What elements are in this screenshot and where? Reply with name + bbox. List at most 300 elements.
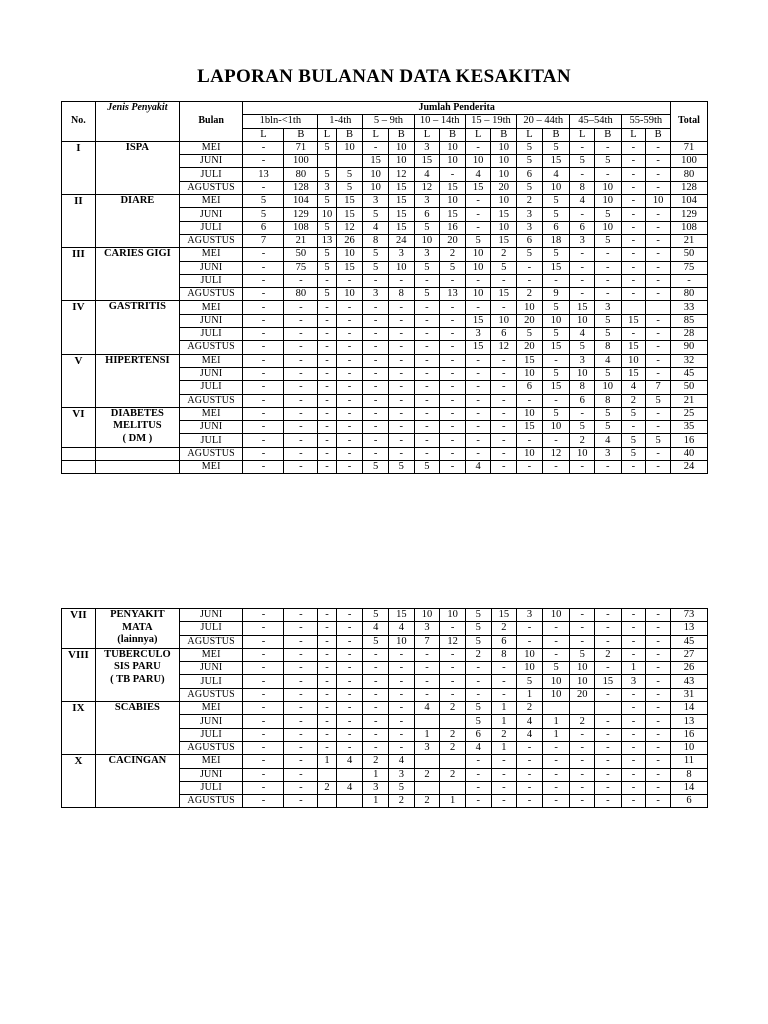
count-cell: - xyxy=(363,301,389,314)
count-cell: - xyxy=(646,622,671,635)
table-row xyxy=(62,755,708,768)
total-cell: 24 xyxy=(670,461,707,474)
count-cell: 3 xyxy=(414,141,440,154)
count-cell: - xyxy=(243,622,284,635)
count-cell: - xyxy=(621,261,646,274)
count-cell: - xyxy=(595,768,622,781)
count-cell: 5 xyxy=(542,248,570,261)
count-cell: 80 xyxy=(284,288,318,301)
count-cell: - xyxy=(318,421,336,434)
count-cell: 15 xyxy=(465,181,491,194)
month-cell: JUNI xyxy=(179,208,243,221)
count-cell: - xyxy=(243,354,284,367)
count-cell: 10 xyxy=(440,609,466,622)
count-cell: - xyxy=(595,662,622,675)
count-cell: 3 xyxy=(517,221,543,234)
count-cell: - xyxy=(465,381,491,394)
month-cell: JUNI xyxy=(179,155,243,168)
count-cell: 4 xyxy=(336,781,363,794)
count-cell: 1 xyxy=(542,728,570,741)
disease-number: VII xyxy=(62,609,96,649)
disease-name xyxy=(95,447,179,460)
count-cell: 2 xyxy=(491,728,517,741)
month-cell: JULI xyxy=(179,675,243,688)
count-cell: - xyxy=(389,675,415,688)
count-cell: - xyxy=(336,354,363,367)
count-cell: - xyxy=(284,461,318,474)
count-cell: - xyxy=(517,461,543,474)
count-cell: - xyxy=(389,702,415,715)
count-cell: - xyxy=(284,781,318,794)
count-cell: 5 xyxy=(363,635,389,648)
count-cell: - xyxy=(491,354,517,367)
count-cell: 10 xyxy=(336,248,363,261)
count-cell: 5 xyxy=(318,288,336,301)
count-cell: 4 xyxy=(517,728,543,741)
month-cell: MEI xyxy=(179,248,243,261)
count-cell: - xyxy=(440,447,466,460)
count-cell: 2 xyxy=(517,288,543,301)
count-cell: - xyxy=(621,741,646,754)
count-cell: 71 xyxy=(284,141,318,154)
count-cell: 5 xyxy=(542,367,570,380)
disease-name-line: CACINGAN xyxy=(108,755,167,767)
count-cell: 4 xyxy=(389,755,415,768)
count-cell: 7 xyxy=(646,381,671,394)
count-cell: 3 xyxy=(517,609,543,622)
count-cell: - xyxy=(440,354,466,367)
count-cell: - xyxy=(491,781,517,794)
count-cell: - xyxy=(363,728,389,741)
count-cell: - xyxy=(318,635,336,648)
count-cell: - xyxy=(414,274,440,287)
count-cell: - xyxy=(414,354,440,367)
count-cell: 15 xyxy=(517,421,543,434)
count-cell xyxy=(318,155,336,168)
count-cell: - xyxy=(336,367,363,380)
count-cell: 10 xyxy=(570,314,595,327)
month-cell: AGUSTUS xyxy=(179,795,243,808)
count-cell: - xyxy=(284,635,318,648)
count-cell: - xyxy=(363,328,389,341)
count-cell: - xyxy=(646,662,671,675)
count-cell: - xyxy=(284,421,318,434)
disease-name-line: DIARE xyxy=(120,195,155,207)
count-cell: 15 xyxy=(621,314,646,327)
count-cell: 15 xyxy=(414,155,440,168)
count-cell: - xyxy=(243,381,284,394)
sex-header-b: B xyxy=(284,128,318,141)
count-cell: 2 xyxy=(570,434,595,447)
count-cell: - xyxy=(646,141,671,154)
count-cell: 5 xyxy=(336,168,363,181)
count-cell: 5 xyxy=(318,141,336,154)
total-cell: 16 xyxy=(670,728,707,741)
count-cell: - xyxy=(465,675,491,688)
count-cell: - xyxy=(318,407,336,420)
count-cell: - xyxy=(517,261,543,274)
count-cell: - xyxy=(465,354,491,367)
count-cell: - xyxy=(363,394,389,407)
count-cell: 10 xyxy=(570,447,595,460)
morbidity-table-1 xyxy=(61,101,708,474)
month-cell: AGUSTUS xyxy=(179,635,243,648)
count-cell: - xyxy=(284,314,318,327)
count-cell: - xyxy=(542,648,570,661)
count-cell: 3 xyxy=(570,354,595,367)
count-cell: 12 xyxy=(388,168,414,181)
disease-name xyxy=(95,301,179,354)
month-cell: JULI xyxy=(179,728,243,741)
header-jumlah-penderita: Jumlah Penderita xyxy=(243,102,671,115)
count-cell: - xyxy=(318,648,336,661)
total-cell: 21 xyxy=(670,394,707,407)
count-cell: 10 xyxy=(318,208,336,221)
month-cell: MEI xyxy=(179,461,243,474)
count-cell: - xyxy=(414,394,440,407)
count-cell: - xyxy=(363,354,389,367)
count-cell: 15 xyxy=(388,181,414,194)
count-cell: 15 xyxy=(336,195,363,208)
count-cell: - xyxy=(336,622,363,635)
count-cell: - xyxy=(414,688,440,701)
sex-header-l: L xyxy=(621,128,646,141)
count-cell: - xyxy=(336,407,363,420)
count-cell: 1 xyxy=(517,688,543,701)
count-cell: - xyxy=(318,274,336,287)
count-cell: 10 xyxy=(491,314,517,327)
morbidity-table-2 xyxy=(61,608,708,808)
count-cell: 5 xyxy=(363,208,389,221)
count-cell: - xyxy=(517,781,543,794)
count-cell: - xyxy=(243,261,284,274)
count-cell: - xyxy=(646,648,671,661)
count-cell: 5 xyxy=(491,261,517,274)
count-cell: - xyxy=(646,248,671,261)
count-cell: 5 xyxy=(621,407,646,420)
total-cell: 43 xyxy=(670,675,707,688)
count-cell: - xyxy=(646,447,671,460)
count-cell: - xyxy=(465,195,491,208)
month-cell: JULI xyxy=(179,781,243,794)
disease-name-line: CARIES GIGI xyxy=(103,248,171,260)
count-cell: - xyxy=(570,208,595,221)
count-cell: - xyxy=(414,301,440,314)
count-cell: - xyxy=(517,635,543,648)
disease-number xyxy=(62,447,96,460)
count-cell: - xyxy=(621,234,646,247)
disease-name xyxy=(95,609,179,649)
count-cell: - xyxy=(414,341,440,354)
count-cell: - xyxy=(318,354,336,367)
count-cell: - xyxy=(336,394,363,407)
count-cell: 1 xyxy=(363,768,389,781)
count-cell: 5 xyxy=(542,328,570,341)
month-cell: MEI xyxy=(179,648,243,661)
count-cell: - xyxy=(570,781,595,794)
disease-number: I xyxy=(62,141,96,194)
count-cell: - xyxy=(621,274,646,287)
count-cell: - xyxy=(595,781,622,794)
count-cell: - xyxy=(594,288,621,301)
count-cell: 15 xyxy=(570,301,595,314)
count-cell: 6 xyxy=(414,208,440,221)
count-cell: - xyxy=(336,635,363,648)
count-cell: - xyxy=(646,168,671,181)
count-cell: 5 xyxy=(414,288,440,301)
count-cell: - xyxy=(646,715,671,728)
count-cell: - xyxy=(621,328,646,341)
month-cell: JULI xyxy=(179,434,243,447)
count-cell: - xyxy=(284,328,318,341)
count-cell: - xyxy=(646,461,671,474)
count-cell: 2 xyxy=(621,394,646,407)
disease-name-line: ( DM ) xyxy=(122,432,153,444)
count-cell: 15 xyxy=(542,155,570,168)
count-cell: 4 xyxy=(465,461,491,474)
month-cell: JULI xyxy=(179,328,243,341)
count-cell: - xyxy=(542,274,570,287)
count-cell: - xyxy=(440,314,466,327)
count-cell: - xyxy=(243,421,284,434)
count-cell: 5 xyxy=(646,434,671,447)
count-cell: 15 xyxy=(465,341,491,354)
count-cell: - xyxy=(389,741,415,754)
month-cell: JULI xyxy=(179,381,243,394)
count-cell: 20 xyxy=(517,341,543,354)
count-cell: 5 xyxy=(363,248,389,261)
count-cell: 4 xyxy=(517,715,543,728)
count-cell: - xyxy=(389,728,415,741)
count-cell: 15 xyxy=(465,314,491,327)
count-cell: - xyxy=(414,662,440,675)
total-cell: - xyxy=(670,274,707,287)
count-cell: 10 xyxy=(517,662,543,675)
count-cell: - xyxy=(440,301,466,314)
count-cell: - xyxy=(243,768,284,781)
count-cell: - xyxy=(318,622,336,635)
count-cell: - xyxy=(646,728,671,741)
count-cell: - xyxy=(318,715,336,728)
count-cell: - xyxy=(594,248,621,261)
count-cell: - xyxy=(336,715,363,728)
count-cell: - xyxy=(243,447,284,460)
count-cell: - xyxy=(570,407,595,420)
count-cell xyxy=(595,702,622,715)
count-cell: - xyxy=(363,381,389,394)
count-cell: 4 xyxy=(414,168,440,181)
count-cell: 5 xyxy=(318,248,336,261)
count-cell: 15 xyxy=(440,208,466,221)
count-cell: 10 xyxy=(465,261,491,274)
count-cell: - xyxy=(440,381,466,394)
count-cell: - xyxy=(440,434,466,447)
count-cell xyxy=(336,155,363,168)
count-cell: - xyxy=(284,755,318,768)
count-cell: 5 xyxy=(336,181,363,194)
count-cell: - xyxy=(388,301,414,314)
disease-number: X xyxy=(62,755,96,808)
count-cell: 5 xyxy=(465,635,491,648)
count-cell: - xyxy=(595,795,622,808)
count-cell: 5 xyxy=(517,181,543,194)
count-cell: 15 xyxy=(517,354,543,367)
count-cell: - xyxy=(243,314,284,327)
count-cell: - xyxy=(491,461,517,474)
count-cell: - xyxy=(336,728,363,741)
age-group-header: 10 – 14th xyxy=(414,115,465,128)
count-cell: - xyxy=(336,648,363,661)
count-cell: 3 xyxy=(594,301,621,314)
count-cell: 5 xyxy=(646,394,671,407)
month-cell: AGUSTUS xyxy=(179,447,243,460)
total-cell: 71 xyxy=(670,141,707,154)
disease-name-line: DIABETES xyxy=(110,407,164,419)
count-cell: 21 xyxy=(284,234,318,247)
sex-header-b: B xyxy=(646,128,671,141)
count-cell: 10 xyxy=(517,648,543,661)
count-cell: 10 xyxy=(491,168,517,181)
count-cell: - xyxy=(621,648,646,661)
count-cell: - xyxy=(284,434,318,447)
count-cell: - xyxy=(570,768,595,781)
count-cell: - xyxy=(284,301,318,314)
count-cell: 4 xyxy=(336,755,363,768)
count-cell: - xyxy=(284,715,318,728)
count-cell: 10 xyxy=(542,675,570,688)
count-cell: 108 xyxy=(284,221,318,234)
count-cell xyxy=(621,301,646,314)
count-cell: - xyxy=(336,447,363,460)
header-bulan: Bulan xyxy=(179,102,243,142)
age-group-header: 1-4th xyxy=(318,115,363,128)
count-cell: 104 xyxy=(284,195,318,208)
count-cell: - xyxy=(621,181,646,194)
count-cell: - xyxy=(363,274,389,287)
table-row xyxy=(62,461,708,474)
count-cell: - xyxy=(491,274,517,287)
count-cell xyxy=(318,768,336,781)
count-cell: - xyxy=(363,407,389,420)
count-cell: - xyxy=(284,354,318,367)
sex-header-b: B xyxy=(440,128,466,141)
count-cell: 4 xyxy=(363,221,389,234)
total-cell: 80 xyxy=(670,168,707,181)
count-cell: - xyxy=(414,648,440,661)
count-cell: - xyxy=(491,755,517,768)
count-cell: 5 xyxy=(517,155,543,168)
month-cell: MEI xyxy=(179,195,243,208)
count-cell: - xyxy=(570,261,595,274)
count-cell: - xyxy=(570,461,595,474)
count-cell: - xyxy=(363,662,389,675)
count-cell: - xyxy=(336,328,363,341)
count-cell: - xyxy=(440,421,466,434)
total-cell: 16 xyxy=(670,434,707,447)
count-cell: 5 xyxy=(243,208,284,221)
count-cell: - xyxy=(336,301,363,314)
count-cell: - xyxy=(243,702,284,715)
count-cell: - xyxy=(491,394,517,407)
month-cell: AGUSTUS xyxy=(179,394,243,407)
count-cell: 10 xyxy=(517,407,543,420)
count-cell: - xyxy=(621,248,646,261)
month-cell: JULI xyxy=(179,168,243,181)
count-cell: - xyxy=(243,155,284,168)
count-cell: - xyxy=(570,755,595,768)
header-row-1 xyxy=(62,102,708,115)
count-cell: - xyxy=(440,688,466,701)
count-cell: 2 xyxy=(414,795,440,808)
count-cell: - xyxy=(542,461,570,474)
sex-header-b: B xyxy=(594,128,621,141)
count-cell: 15 xyxy=(491,288,517,301)
count-cell: 5 xyxy=(542,195,570,208)
count-cell: 5 xyxy=(318,261,336,274)
count-cell: - xyxy=(646,688,671,701)
count-cell: - xyxy=(542,795,570,808)
month-cell: JULI xyxy=(179,274,243,287)
count-cell: 2 xyxy=(389,795,415,808)
count-cell: - xyxy=(318,741,336,754)
count-cell: 10 xyxy=(336,288,363,301)
count-cell: 10 xyxy=(414,609,440,622)
count-cell: 10 xyxy=(570,662,595,675)
count-cell: 10 xyxy=(491,221,517,234)
count-cell: 5 xyxy=(517,141,543,154)
count-cell: - xyxy=(491,434,517,447)
disease-name-line: MELITUS xyxy=(113,420,162,432)
count-cell: - xyxy=(517,768,543,781)
count-cell: 3 xyxy=(517,208,543,221)
count-cell: 15 xyxy=(388,208,414,221)
total-cell: 50 xyxy=(670,248,707,261)
total-cell: 128 xyxy=(670,181,707,194)
count-cell: 3 xyxy=(318,181,336,194)
count-cell: 4 xyxy=(414,702,440,715)
count-cell: 5 xyxy=(594,314,621,327)
count-cell: 10 xyxy=(542,421,570,434)
count-cell: - xyxy=(284,622,318,635)
total-cell: 35 xyxy=(670,421,707,434)
count-cell: - xyxy=(646,181,671,194)
count-cell: 3 xyxy=(389,768,415,781)
count-cell: 1 xyxy=(621,662,646,675)
month-cell: MEI xyxy=(179,755,243,768)
total-cell: 75 xyxy=(670,261,707,274)
count-cell: 16 xyxy=(440,221,466,234)
count-cell: - xyxy=(465,141,491,154)
table-row xyxy=(62,248,708,261)
count-cell: - xyxy=(389,662,415,675)
count-cell: - xyxy=(284,675,318,688)
count-cell: - xyxy=(621,141,646,154)
month-cell: AGUSTUS xyxy=(179,234,243,247)
count-cell: - xyxy=(621,635,646,648)
count-cell xyxy=(440,715,466,728)
disease-number: IV xyxy=(62,301,96,354)
count-cell: - xyxy=(517,434,543,447)
count-cell: 8 xyxy=(388,288,414,301)
count-cell: 5 xyxy=(594,155,621,168)
count-cell: - xyxy=(284,341,318,354)
count-cell: 24 xyxy=(388,234,414,247)
count-cell: 10 xyxy=(465,155,491,168)
month-cell: JUNI xyxy=(179,768,243,781)
count-cell: - xyxy=(336,274,363,287)
count-cell: - xyxy=(363,314,389,327)
count-cell: 5 xyxy=(465,702,491,715)
